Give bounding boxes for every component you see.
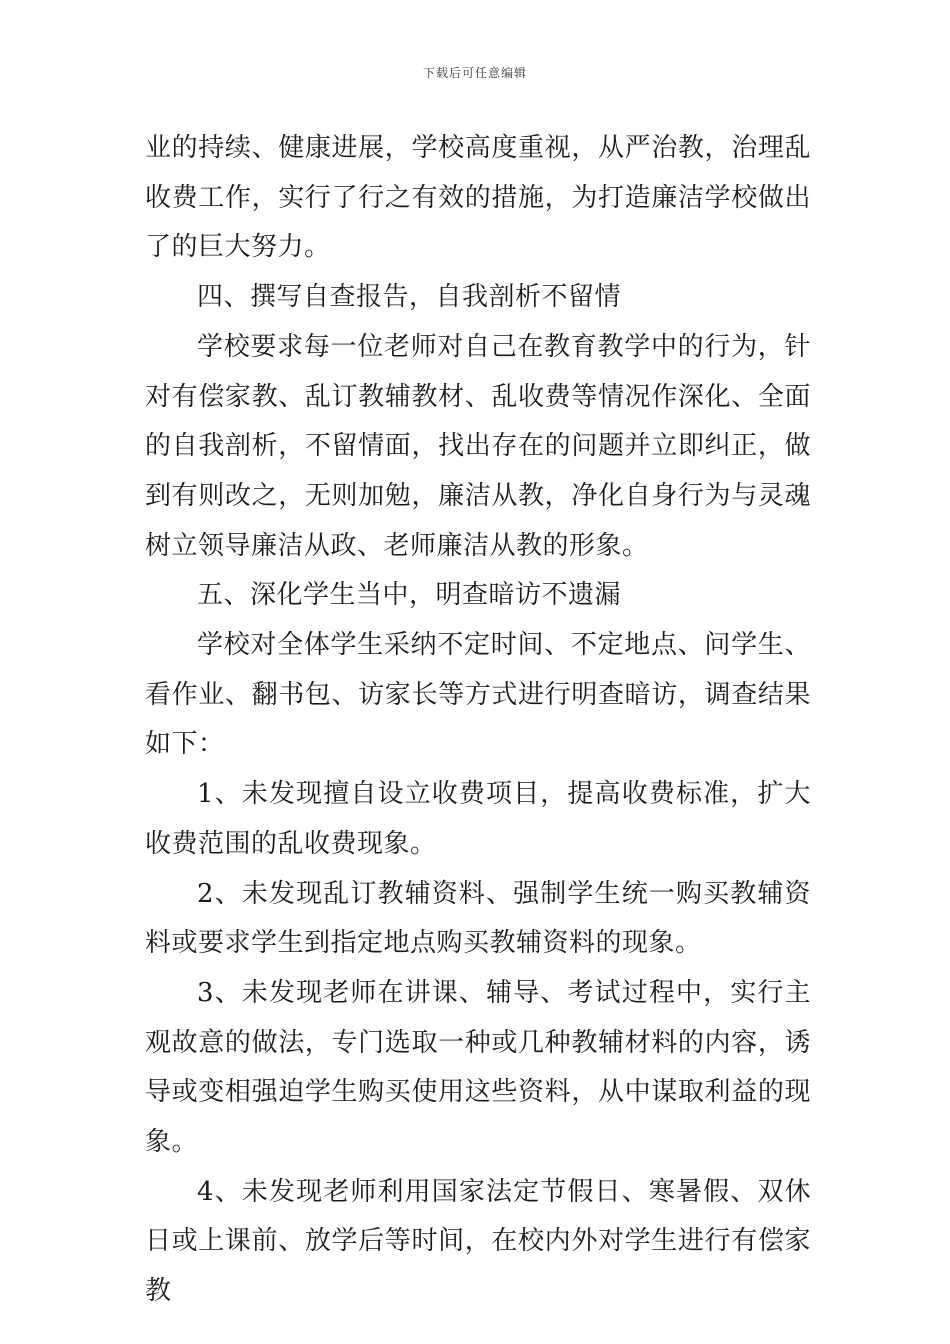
- section-heading-four: 四、撰写自查报告，自我剖析不留情: [197, 282, 622, 313]
- list-item-1: 1、未发现擅自设立收费项目，提高收费标准，扩大收费范围的乱收费现象。: [145, 779, 811, 859]
- document-body: [145, 124, 811, 1317]
- paragraph-investigation: 学校对全体学生采纳不定时间、不定地点、问学生、看作业、翻书包、访家长等方式进行明查暗访，调查结果如下：: [145, 630, 811, 760]
- list-item-3: 3、未发现老师在讲课、辅导、考试过程中，实行主观故意的做法，专门选取一种或几种教辅材料的内容，诱导或变相强迫学生购买使用这些资料，从中谋取利益的现象。: [145, 977, 811, 1158]
- section-heading-five: 五、深化学生当中，明查暗访不遗漏: [197, 580, 622, 611]
- paragraph-continuation: 业的持续、健康进展，学校高度重视，从严治教，治理乱收费工作，实行了行之有效的措施，为打造廉洁学校做出了的巨大努力。: [145, 133, 811, 263]
- paragraph-self-analysis: 学校要求每一位老师对自己在教育教学中的行为，针对有偿家教、乱订教辅教材、乱收费等情况作深化、全面的自我剖析，不留情面，找出存在的问题并立即纠正，做到有则改之，无则加勉，廉洁从教，净化自身行为与灵魂树立领导廉洁从政、老师廉洁从教的形象。: [145, 331, 811, 561]
- list-item-2: 2、未发现乱订教辅资料、强制学生统一购买教辅资料或要求学生到指定地点购买教辅资料的现象。: [145, 878, 811, 959]
- page-header: 下载后可任意编辑: [422, 66, 527, 80]
- list-item-4: 4、未发现老师利用国家法定节假日、寒暑假、双休日或上课前、放学后等时间，在校内外对学生进行有偿家教: [145, 1176, 811, 1307]
